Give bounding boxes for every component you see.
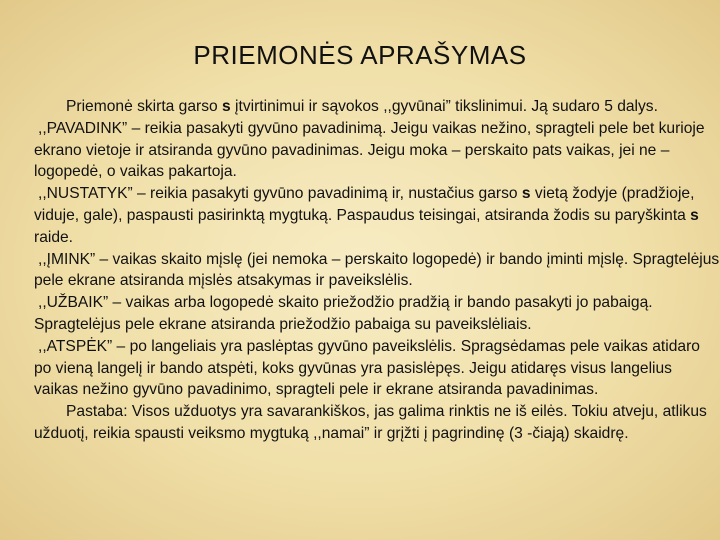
paragraph-intro: [34, 96, 720, 118]
paragraph-nustatyk: [34, 183, 720, 248]
nustatyk-text-start: ,,NUSTATYK” – reikia pasakyti gyvūno pavadinimą ir, nustačius garso: [38, 185, 522, 203]
nustatyk-text-middle: vietą žodyje (pradžioje, viduje, gale), paspausti pasirinktą mygtuką. Paspaudus teisingai, atsiranda žodis su paryškinta: [34, 185, 695, 224]
paragraph-imink: ,,ĮMINK” – vaikas skaito mįslę (jei nemoka – perskaito logopedė) ir bando įminti mįslę. Spragtelėjus pele ekrane atsiranda mįslės atsakymas ir paveikslėlis.: [34, 250, 720, 290]
intro-text-end: įtvirtinimui ir sąvokos ,,gyvūnai” tikslinimui. Ją sudaro 5 dalys.: [230, 98, 658, 115]
nustatyk-bold-letter: s: [521, 185, 531, 203]
paragraph-atspek: ,,ATSPĖK” – po langeliais yra paslėptas gyvūno paveikslėlis. Spragsėdamas pele vaikas atidaro po vieną langelį ir bando atspėti, koks gyvūnas yra pasislėpęs. Jeigu atidaręs visus langelius vaikas nežino gyvūno pavadinimo, spragteli pele ir ekrane atsiranda pavadinimas.: [34, 337, 700, 399]
nustatyk-bold-letter-2: s: [690, 206, 699, 224]
paragraph-pastaba: Pastaba: Visos užduotys yra savarankiškos, jas galima rinktis ne iš eilės. Tokiu atveju, atlikus užduotį, reikia spausti veiksmo mygtuką ,,namai” ir grįžti į pagrindinę (3 -čiają) skaidrę.: [34, 403, 707, 442]
page-title: PRIEMONĖS APRAŠYMAS: [193, 40, 527, 70]
nustatyk-text-end: raide.: [34, 228, 74, 246]
intro-bold-letter: s: [222, 98, 231, 115]
paragraph-uzbaik: ,,UŽBAIK” – vaikas arba logopedė skaito priežodžio pradžią ir bando pasakyti jo pabaigą. Spragtelėjus pele ekrane atsiranda priežodžio pabaiga su paveikslėliais.: [34, 294, 653, 333]
paragraph-pavadink: ,,PAVADINK” – reikia pasakyti gyvūno pavadinimą. Jeigu vaikas nežino, spragteli pele bet kurioje ekrano vietoje ir atsiranda gyvūno pavadinimas. Jeigu moka – perskaito pats vaikas, jei ne – logopedė, o vaikas pakartoja.: [34, 119, 705, 181]
intro-text-start: Priemonė skirta garso: [66, 98, 222, 115]
slide-body: [34, 96, 720, 445]
